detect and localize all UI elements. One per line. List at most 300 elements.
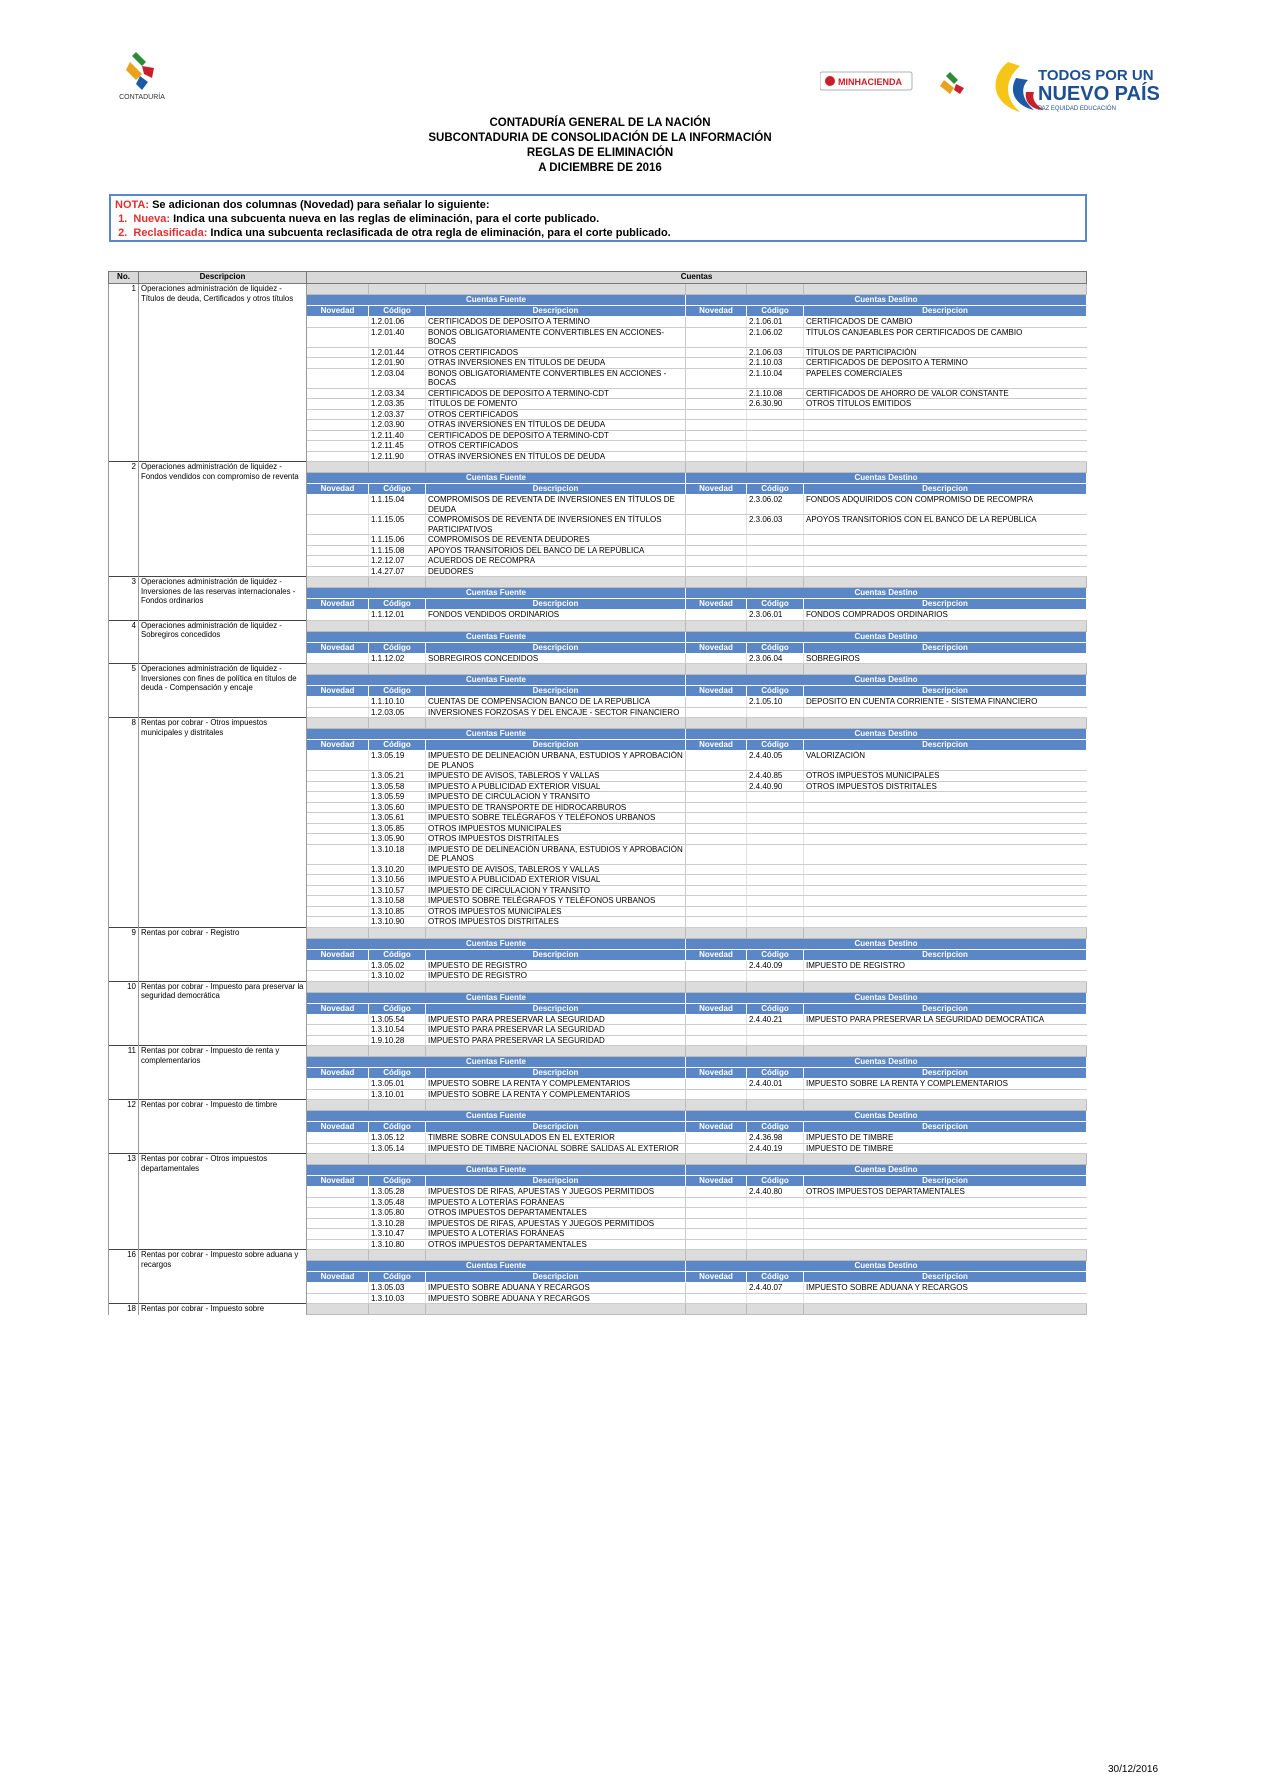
gray-spacer-cell <box>369 284 426 295</box>
destino-novedad-cell <box>686 1133 747 1144</box>
fuente-novedad-header: Novedad <box>307 1176 369 1187</box>
destino-codigo-cell <box>747 885 804 896</box>
gray-spacer-cell <box>747 462 804 473</box>
cuentas-destino-header: Cuentas Destino <box>686 1111 1087 1122</box>
gray-spacer-cell <box>804 981 1087 992</box>
fuente-descripcion-header: Descripcion <box>426 642 686 653</box>
fuente-codigo-cell: 1.3.10.58 <box>369 896 426 907</box>
destino-descripcion-cell <box>804 1025 1087 1036</box>
gray-spacer-cell <box>307 1046 369 1057</box>
destino-descripcion-cell <box>804 971 1087 982</box>
destino-codigo-cell <box>747 823 804 834</box>
fuente-codigo-cell: 1.3.05.21 <box>369 771 426 782</box>
destino-novedad-cell <box>686 317 747 328</box>
fuente-codigo-header: Código <box>369 1272 426 1283</box>
gray-spacer-cell <box>426 1250 686 1261</box>
destino-novedad-cell <box>686 1035 747 1046</box>
gray-spacer-cell <box>426 927 686 938</box>
destino-codigo-cell: 2.1.10.03 <box>747 358 804 369</box>
fuente-descripcion-cell: IMPUESTO DE CIRCULACION Y TRANSITO <box>426 792 686 803</box>
fuente-descripcion-cell: IMPUESTO DE AVISOS, TABLEROS Y VALLAS <box>426 864 686 875</box>
destino-novedad-cell <box>686 1218 747 1229</box>
destino-descripcion-cell <box>804 896 1087 907</box>
destino-novedad-cell <box>686 545 747 556</box>
gray-spacer-cell <box>307 718 369 729</box>
destino-descripcion-cell: FONDOS ADQUIRIDOS CON COMPROMISO DE RECOMPRA <box>804 495 1087 515</box>
gray-spacer-cell <box>369 1046 426 1057</box>
fuente-codigo-header: Código <box>369 484 426 495</box>
gray-spacer-cell <box>369 718 426 729</box>
fuente-novedad-cell <box>307 697 369 708</box>
gray-spacer-cell <box>747 981 804 992</box>
fuente-novedad-header: Novedad <box>307 1272 369 1283</box>
rule-number: 12 <box>109 1100 139 1154</box>
destino-codigo-cell <box>747 430 804 441</box>
destino-novedad-cell <box>686 358 747 369</box>
destino-novedad-cell <box>686 1143 747 1154</box>
destino-codigo-cell <box>747 844 804 864</box>
rule-description: Operaciones administración de liquidez - Títulos de deuda, Certificados y otros títulos <box>139 284 307 462</box>
destino-novedad-cell <box>686 697 747 708</box>
fuente-novedad-cell <box>307 875 369 886</box>
fuente-descripcion-header: Descripcion <box>426 484 686 495</box>
gray-spacer-cell <box>369 981 426 992</box>
destino-descripcion-cell: PAPELES COMERCIALES <box>804 368 1087 388</box>
destino-novedad-cell <box>686 1208 747 1219</box>
fuente-descripcion-cell: FONDOS VENDIDOS ORDINARIOS <box>426 610 686 621</box>
fuente-descripcion-cell: IMPUESTO PARA PRESERVAR LA SEGURIDAD <box>426 1014 686 1025</box>
destino-novedad-header: Novedad <box>686 599 747 610</box>
fuente-descripcion-cell: OTROS IMPUESTOS MUNICIPALES <box>426 823 686 834</box>
fuente-novedad-header: Novedad <box>307 740 369 751</box>
fuente-novedad-cell <box>307 327 369 347</box>
cuentas-destino-header: Cuentas Destino <box>686 295 1087 306</box>
fuente-codigo-cell: 1.1.15.06 <box>369 535 426 546</box>
cuentas-destino-header: Cuentas Destino <box>686 1165 1087 1176</box>
fuente-descripcion-cell: IMPUESTOS DE RIFAS, APUESTAS Y JUEGOS PERMITIDOS <box>426 1187 686 1198</box>
destino-codigo-cell: 2.4.40.09 <box>747 960 804 971</box>
gray-spacer-cell <box>426 1046 686 1057</box>
fuente-descripcion-cell: IMPUESTO PARA PRESERVAR LA SEGURIDAD <box>426 1035 686 1046</box>
fuente-descripcion-cell: BONOS OBLIGATORIAMENTE CONVERTIBLES EN ACCIONES - BOCAS <box>426 368 686 388</box>
fuente-codigo-header: Código <box>369 1122 426 1133</box>
destino-novedad-cell <box>686 971 747 982</box>
fuente-descripcion-cell: CUENTAS DE COMPENSACION BANCO DE LA REPUBLICA <box>426 697 686 708</box>
gray-spacer-cell <box>686 981 747 992</box>
cuentas-fuente-header: Cuentas Fuente <box>307 992 686 1003</box>
destino-novedad-cell <box>686 906 747 917</box>
destino-descripcion-cell <box>804 1218 1087 1229</box>
destino-descripcion-header: Descripcion <box>804 1003 1087 1014</box>
reglas-table <box>108 271 1087 1315</box>
fuente-codigo-cell: 1.1.10.10 <box>369 697 426 708</box>
destino-descripcion-header: Descripcion <box>804 306 1087 317</box>
fuente-codigo-cell: 1.3.10.28 <box>369 1218 426 1229</box>
destino-codigo-cell: 2.6.30.90 <box>747 399 804 410</box>
gray-spacer-cell <box>369 462 426 473</box>
destino-codigo-cell <box>747 707 804 718</box>
destino-novedad-cell <box>686 864 747 875</box>
fuente-codigo-cell: 1.3.05.02 <box>369 960 426 971</box>
fuente-novedad-cell <box>307 1218 369 1229</box>
fuente-descripcion-cell: CERTIFICADOS DE DEPOSITO A TERMINO-CDT <box>426 430 686 441</box>
group-row <box>109 577 1087 588</box>
fuente-novedad-cell <box>307 971 369 982</box>
rule-number: 9 <box>109 927 139 981</box>
nota-2-text: Indica una subcuenta reclasificada de otra regla de eliminación, para el corte publicado. <box>210 227 671 239</box>
destino-novedad-header: Novedad <box>686 686 747 697</box>
fuente-codigo-cell: 1.3.05.19 <box>369 751 426 771</box>
fuente-novedad-header: Novedad <box>307 1003 369 1014</box>
gray-spacer-cell <box>369 1250 426 1261</box>
destino-descripcion-cell <box>804 823 1087 834</box>
fuente-descripcion-cell: OTROS IMPUESTOS DEPARTAMENTALES <box>426 1208 686 1219</box>
destino-novedad-cell <box>686 535 747 546</box>
gray-spacer-cell <box>686 1304 747 1315</box>
destino-novedad-cell <box>686 960 747 971</box>
cuentas-destino-header: Cuentas Destino <box>686 473 1087 484</box>
group-row <box>109 620 1087 631</box>
destino-novedad-cell <box>686 495 747 515</box>
destino-codigo-header: Código <box>747 1176 804 1187</box>
destino-descripcion-header: Descripcion <box>804 642 1087 653</box>
gray-spacer-cell <box>686 718 747 729</box>
fuente-codigo-cell: 1.3.10.54 <box>369 1025 426 1036</box>
gray-spacer-cell <box>686 1046 747 1057</box>
destino-novedad-cell <box>686 1079 747 1090</box>
destino-codigo-cell <box>747 451 804 462</box>
destino-novedad-cell <box>686 1187 747 1198</box>
gray-spacer-cell <box>804 1304 1087 1315</box>
fuente-codigo-header: Código <box>369 1176 426 1187</box>
fuente-novedad-cell <box>307 495 369 515</box>
fuente-codigo-cell: 1.3.10.85 <box>369 906 426 917</box>
destino-codigo-cell <box>747 896 804 907</box>
gray-spacer-cell <box>686 1100 747 1111</box>
fuente-descripcion-header: Descripcion <box>426 949 686 960</box>
fuente-novedad-cell <box>307 834 369 845</box>
rule-number: 2 <box>109 462 139 577</box>
destino-descripcion-cell: IMPUESTO DE TIMBRE <box>804 1143 1087 1154</box>
header-line-3: REGLAS DE ELIMINACIÓN <box>526 147 674 159</box>
svg-text:CONTADURÍA: CONTADURÍA <box>119 94 165 101</box>
destino-novedad-cell <box>686 556 747 567</box>
destino-descripcion-cell <box>804 906 1087 917</box>
fuente-novedad-cell <box>307 1143 369 1154</box>
nota-1-label: Nueva: <box>133 213 171 225</box>
fuente-descripcion-cell: OTRAS INVERSIONES EN TÍTULOS DE DEUDA <box>426 451 686 462</box>
fuente-descripcion-cell: IMPUESTO SOBRE TELÉGRAFOS Y TELÉFONOS URBANOS <box>426 896 686 907</box>
destino-codigo-cell <box>747 535 804 546</box>
destino-descripcion-cell: OTROS TÍTULOS EMITIDOS <box>804 399 1087 410</box>
rule-description: Rentas por cobrar - Impuesto para preservar la seguridad democrática <box>139 981 307 1046</box>
destino-descripcion-cell: FONDOS COMPRADOS ORDINARIOS <box>804 610 1087 621</box>
fuente-descripcion-cell: APOYOS TRANSITORIOS DEL BANCO DE LA REPÚBLICA <box>426 545 686 556</box>
fuente-novedad-header: Novedad <box>307 949 369 960</box>
gray-spacer-cell <box>686 664 747 675</box>
cuentas-fuente-header: Cuentas Fuente <box>307 729 686 740</box>
destino-descripcion-cell <box>804 1293 1087 1304</box>
gobierno-logos <box>820 48 1160 118</box>
nota-1-text: Indica una subcuenta nueva en las reglas de eliminación, para el corte publicado. <box>173 213 600 225</box>
destino-descripcion-cell <box>804 1208 1087 1219</box>
fuente-novedad-cell <box>307 781 369 792</box>
fuente-codigo-cell: 1.3.05.80 <box>369 1208 426 1219</box>
destino-novedad-cell <box>686 813 747 824</box>
cuentas-destino-header: Cuentas Destino <box>686 675 1087 686</box>
cuentas-destino-header: Cuentas Destino <box>686 588 1087 599</box>
destino-descripcion-cell: CERTIFICADOS DE AHORRO DE VALOR CONSTANTE <box>804 388 1087 399</box>
fuente-codigo-header: Código <box>369 642 426 653</box>
fuente-novedad-cell <box>307 1133 369 1144</box>
destino-codigo-header: Código <box>747 740 804 751</box>
destino-descripcion-header: Descripcion <box>804 1272 1087 1283</box>
fuente-novedad-cell <box>307 347 369 358</box>
header-line-1: CONTADURÍA GENERAL DE LA NACIÓN <box>489 117 711 129</box>
group-row <box>109 1304 1087 1315</box>
destino-novedad-cell <box>686 515 747 535</box>
destino-novedad-header: Novedad <box>686 1272 747 1283</box>
destino-descripcion-cell <box>804 813 1087 824</box>
destino-descripcion-cell <box>804 409 1087 420</box>
gray-spacer-cell <box>747 1250 804 1261</box>
destino-novedad-cell <box>686 399 747 410</box>
destino-novedad-cell <box>686 566 747 577</box>
rule-description: Rentas por cobrar - Impuesto de renta y complementarios <box>139 1046 307 1100</box>
fuente-codigo-header: Código <box>369 740 426 751</box>
gray-spacer-cell <box>369 620 426 631</box>
header-line-4: A DICIEMBRE DE 2016 <box>538 162 662 174</box>
cuentas-fuente-header: Cuentas Fuente <box>307 295 686 306</box>
destino-descripcion-cell <box>804 885 1087 896</box>
fuente-novedad-cell <box>307 1293 369 1304</box>
fuente-novedad-cell <box>307 1089 369 1100</box>
destino-novedad-cell <box>686 885 747 896</box>
destino-descripcion-cell: TÍTULOS CANJEABLES POR CERTIFICADOS DE CAMBIO <box>804 327 1087 347</box>
gray-spacer-cell <box>804 620 1087 631</box>
fuente-codigo-cell: 1.1.15.05 <box>369 515 426 535</box>
destino-novedad-cell <box>686 751 747 771</box>
fuente-novedad-cell <box>307 409 369 420</box>
fuente-codigo-cell: 1.4.27.07 <box>369 566 426 577</box>
cuentas-fuente-header: Cuentas Fuente <box>307 473 686 484</box>
fuente-novedad-cell <box>307 451 369 462</box>
destino-descripcion-cell: OTROS IMPUESTOS DISTRITALES <box>804 781 1087 792</box>
fuente-codigo-cell: 1.3.10.47 <box>369 1229 426 1240</box>
cuentas-destino-header: Cuentas Destino <box>686 1261 1087 1272</box>
fuente-descripcion-cell: OTRAS INVERSIONES EN TÍTULOS DE DEUDA <box>426 420 686 431</box>
destino-novedad-cell <box>686 792 747 803</box>
destino-novedad-header: Novedad <box>686 642 747 653</box>
fuente-novedad-cell <box>307 792 369 803</box>
gray-spacer-cell <box>369 664 426 675</box>
destino-novedad-cell <box>686 875 747 886</box>
destino-novedad-cell <box>686 409 747 420</box>
cuentas-destino-header: Cuentas Destino <box>686 938 1087 949</box>
destino-codigo-cell: 2.1.05.10 <box>747 697 804 708</box>
fuente-descripcion-cell: INVERSIONES FORZOSAS Y DEL ENCAJE - SECTOR FINANCIERO <box>426 707 686 718</box>
destino-codigo-cell <box>747 1293 804 1304</box>
destino-descripcion-cell <box>804 792 1087 803</box>
destino-codigo-cell: 2.1.06.01 <box>747 317 804 328</box>
gray-spacer-cell <box>307 1100 369 1111</box>
gray-spacer-cell <box>369 577 426 588</box>
fuente-novedad-header: Novedad <box>307 686 369 697</box>
destino-novedad-cell <box>686 451 747 462</box>
destino-descripcion-cell: IMPUESTO DE TIMBRE <box>804 1133 1087 1144</box>
destino-descripcion-cell <box>804 1239 1087 1250</box>
gray-spacer-cell <box>686 1154 747 1165</box>
fuente-descripcion-cell: COMPROMISOS DE REVENTA DE INVERSIONES EN TÍTULOS PARTICIPATIVOS <box>426 515 686 535</box>
group-row <box>109 718 1087 729</box>
nota-2-number: 2. <box>118 227 128 239</box>
contaduria-logo <box>112 48 172 106</box>
destino-codigo-cell: 2.1.06.02 <box>747 327 804 347</box>
destino-descripcion-cell <box>804 917 1087 928</box>
fuente-codigo-cell: 1.2.03.35 <box>369 399 426 410</box>
destino-novedad-cell <box>686 368 747 388</box>
fuente-codigo-cell: 1.3.10.57 <box>369 885 426 896</box>
fuente-descripcion-cell: IMPUESTO SOBRE TELÉGRAFOS Y TELÉFONOS URBANOS <box>426 813 686 824</box>
fuente-novedad-header: Novedad <box>307 1068 369 1079</box>
fuente-descripcion-header: Descripcion <box>426 686 686 697</box>
fuente-novedad-cell <box>307 556 369 567</box>
destino-codigo-header: Código <box>747 949 804 960</box>
rule-description: Rentas por cobrar - Registro <box>139 927 307 981</box>
group-row <box>109 462 1087 473</box>
gray-spacer-cell <box>307 284 369 295</box>
fuente-novedad-cell <box>307 1014 369 1025</box>
svg-text:TODOS POR UN: TODOS POR UN <box>1038 67 1154 84</box>
destino-codigo-header: Código <box>747 484 804 495</box>
gray-spacer-cell <box>686 577 747 588</box>
fuente-novedad-cell <box>307 420 369 431</box>
destino-codigo-cell <box>747 420 804 431</box>
svg-text:MINHACIENDA: MINHACIENDA <box>838 77 902 87</box>
rule-description: Rentas por cobrar - Otros impuestos municipales y distritales <box>139 718 307 928</box>
fuente-novedad-cell <box>307 823 369 834</box>
fuente-codigo-cell: 1.2.01.90 <box>369 358 426 369</box>
fuente-novedad-header: Novedad <box>307 1122 369 1133</box>
gray-spacer-cell <box>426 620 686 631</box>
rule-number: 11 <box>109 1046 139 1100</box>
destino-codigo-cell <box>747 906 804 917</box>
destino-descripcion-header: Descripcion <box>804 1068 1087 1079</box>
cuentas-fuente-header: Cuentas Fuente <box>307 631 686 642</box>
destino-descripcion-cell <box>804 875 1087 886</box>
fuente-codigo-cell: 1.3.05.28 <box>369 1187 426 1198</box>
destino-novedad-cell <box>686 771 747 782</box>
fuente-descripcion-cell: BONOS OBLIGATORIAMENTE CONVERTIBLES EN ACCIONES- BOCAS <box>426 327 686 347</box>
fuente-descripcion-cell: IMPUESTO DE TIMBRE NACIONAL SOBRE SALIDAS AL EXTERIOR <box>426 1143 686 1154</box>
gray-spacer-cell <box>307 462 369 473</box>
destino-codigo-cell: 2.1.06.03 <box>747 347 804 358</box>
destino-novedad-cell <box>686 1089 747 1100</box>
destino-descripcion-cell: IMPUESTO PARA PRESERVAR LA SEGURIDAD DEMOCRÁTICA <box>804 1014 1087 1025</box>
destino-codigo-cell <box>747 1208 804 1219</box>
fuente-novedad-cell <box>307 430 369 441</box>
destino-descripcion-cell: OTROS IMPUESTOS MUNICIPALES <box>804 771 1087 782</box>
fuente-codigo-header: Código <box>369 1003 426 1014</box>
fuente-novedad-cell <box>307 653 369 664</box>
fuente-descripcion-cell: COMPROMISOS DE REVENTA DEUDORES <box>426 535 686 546</box>
gray-spacer-cell <box>747 284 804 295</box>
fuente-novedad-cell <box>307 771 369 782</box>
fuente-novedad-cell <box>307 707 369 718</box>
destino-codigo-cell <box>747 1239 804 1250</box>
fuente-novedad-cell <box>307 802 369 813</box>
group-row <box>109 1250 1087 1261</box>
fuente-codigo-header: Código <box>369 949 426 960</box>
destino-codigo-cell <box>747 813 804 824</box>
fuente-codigo-cell: 1.3.05.54 <box>369 1014 426 1025</box>
fuente-novedad-cell <box>307 535 369 546</box>
fuente-codigo-cell: 1.1.12.02 <box>369 653 426 664</box>
destino-descripcion-cell <box>804 864 1087 875</box>
gray-spacer-cell <box>426 981 686 992</box>
destino-descripcion-cell <box>804 1035 1087 1046</box>
gray-spacer-cell <box>804 718 1087 729</box>
rule-number: 1 <box>109 284 139 462</box>
gray-spacer-cell <box>804 1046 1087 1057</box>
gray-spacer-cell <box>426 284 686 295</box>
gray-spacer-cell <box>686 620 747 631</box>
fuente-codigo-cell: 1.2.12.07 <box>369 556 426 567</box>
destino-descripcion-cell <box>804 545 1087 556</box>
fuente-codigo-cell: 1.3.10.03 <box>369 1293 426 1304</box>
destino-novedad-cell <box>686 441 747 452</box>
fuente-codigo-cell: 1.2.11.45 <box>369 441 426 452</box>
destino-novedad-cell <box>686 610 747 621</box>
destino-novedad-cell <box>686 1283 747 1294</box>
destino-descripcion-cell: IMPUESTO SOBRE ADUANA Y RECARGOS <box>804 1283 1087 1294</box>
gray-spacer-cell <box>426 462 686 473</box>
fuente-novedad-cell <box>307 1283 369 1294</box>
destino-novedad-cell <box>686 347 747 358</box>
fuente-codigo-header: Código <box>369 686 426 697</box>
rule-number: 13 <box>109 1154 139 1250</box>
fuente-descripcion-cell: IMPUESTO A LOTERÍAS FORÁNEAS <box>426 1197 686 1208</box>
rule-description: Operaciones administración de liquidez - Sobregiros concedidos <box>139 620 307 664</box>
gray-spacer-cell <box>747 620 804 631</box>
fuente-descripcion-cell: OTRAS INVERSIONES EN TÍTULOS DE DEUDA <box>426 358 686 369</box>
destino-novedad-cell <box>686 781 747 792</box>
fuente-novedad-header: Novedad <box>307 642 369 653</box>
fuente-novedad-header: Novedad <box>307 484 369 495</box>
gray-spacer-cell <box>307 981 369 992</box>
destino-descripcion-cell: IMPUESTO DE REGISTRO <box>804 960 1087 971</box>
fuente-codigo-cell: 1.3.05.59 <box>369 792 426 803</box>
destino-descripcion-header: Descripcion <box>804 949 1087 960</box>
fuente-codigo-cell: 1.3.05.01 <box>369 1079 426 1090</box>
fuente-codigo-cell: 1.3.05.12 <box>369 1133 426 1144</box>
gray-spacer-cell <box>747 1154 804 1165</box>
fuente-novedad-header: Novedad <box>307 306 369 317</box>
destino-codigo-cell <box>747 1218 804 1229</box>
destino-novedad-header: Novedad <box>686 949 747 960</box>
footer-date: 30/12/2016 <box>1108 1764 1159 1775</box>
fuente-codigo-cell: 1.9.10.28 <box>369 1035 426 1046</box>
fuente-descripcion-cell: DEUDORES <box>426 566 686 577</box>
fuente-novedad-cell <box>307 896 369 907</box>
fuente-novedad-cell <box>307 906 369 917</box>
fuente-codigo-cell: 1.2.03.34 <box>369 388 426 399</box>
destino-descripcion-header: Descripcion <box>804 740 1087 751</box>
fuente-descripcion-cell: IMPUESTO DE REGISTRO <box>426 960 686 971</box>
gray-spacer-cell <box>686 1250 747 1261</box>
fuente-codigo-cell: 1.3.10.20 <box>369 864 426 875</box>
fuente-novedad-cell <box>307 388 369 399</box>
